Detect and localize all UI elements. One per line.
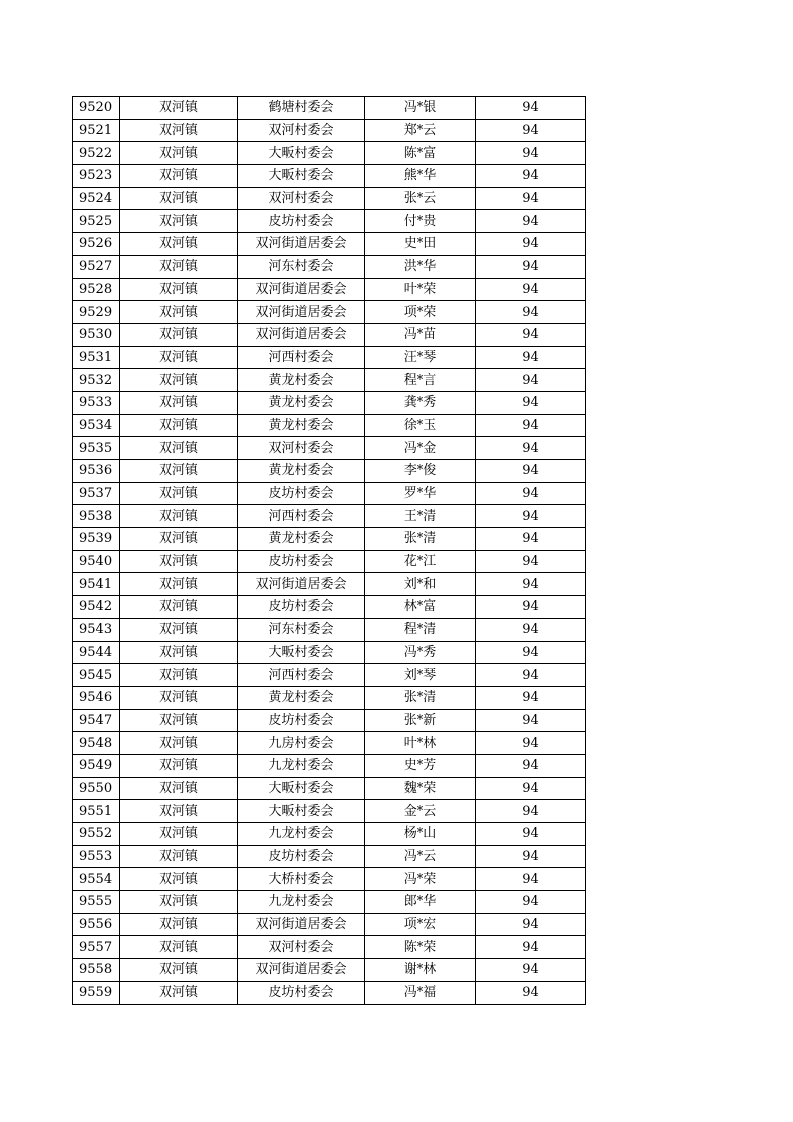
town-cell: 双河镇 (120, 550, 238, 573)
committee-cell: 黄龙村委会 (238, 391, 365, 414)
committee-cell: 皮坊村委会 (238, 210, 365, 233)
committee-cell: 双河街道居委会 (238, 913, 365, 936)
score-cell: 94 (476, 664, 586, 687)
committee-cell: 皮坊村委会 (238, 981, 365, 1004)
table-row (73, 596, 586, 619)
name-cell: 花*江 (365, 550, 476, 573)
row-number-cell: 9552 (73, 823, 120, 846)
score-cell: 94 (476, 346, 586, 369)
table-row (73, 641, 586, 664)
town-cell: 双河镇 (120, 913, 238, 936)
town-cell: 双河镇 (120, 142, 238, 165)
town-cell: 双河镇 (120, 891, 238, 914)
town-cell: 双河镇 (120, 255, 238, 278)
town-cell: 双河镇 (120, 165, 238, 188)
name-cell: 张*清 (365, 686, 476, 709)
table-row (73, 301, 586, 324)
town-cell: 双河镇 (120, 959, 238, 982)
town-cell: 双河镇 (120, 596, 238, 619)
table-row (73, 777, 586, 800)
name-cell: 冯*福 (365, 981, 476, 1004)
name-cell: 罗*华 (365, 482, 476, 505)
town-cell: 双河镇 (120, 664, 238, 687)
table-row (73, 913, 586, 936)
score-cell: 94 (476, 97, 586, 120)
score-cell: 94 (476, 278, 586, 301)
row-number-cell: 9549 (73, 754, 120, 777)
row-number-cell: 9529 (73, 301, 120, 324)
score-cell: 94 (476, 187, 586, 210)
committee-cell: 河西村委会 (238, 664, 365, 687)
score-cell: 94 (476, 301, 586, 324)
row-number-cell: 9545 (73, 664, 120, 687)
name-cell: 郎*华 (365, 891, 476, 914)
table-row (73, 754, 586, 777)
score-cell: 94 (476, 573, 586, 596)
name-cell: 冯*秀 (365, 641, 476, 664)
table-row (73, 142, 586, 165)
table-row (73, 732, 586, 755)
row-number-cell: 9537 (73, 482, 120, 505)
committee-cell: 双河街道居委会 (238, 301, 365, 324)
name-cell: 冯*银 (365, 97, 476, 120)
table-row (73, 823, 586, 846)
table-row (73, 414, 586, 437)
town-cell: 双河镇 (120, 346, 238, 369)
score-cell: 94 (476, 891, 586, 914)
committee-cell: 大畈村委会 (238, 800, 365, 823)
town-cell: 双河镇 (120, 323, 238, 346)
score-cell: 94 (476, 777, 586, 800)
committee-cell: 大畈村委会 (238, 165, 365, 188)
town-cell: 双河镇 (120, 482, 238, 505)
town-cell: 双河镇 (120, 573, 238, 596)
table-row (73, 119, 586, 142)
name-cell: 杨*山 (365, 823, 476, 846)
table-row (73, 891, 586, 914)
row-number-cell: 9528 (73, 278, 120, 301)
row-number-cell: 9543 (73, 618, 120, 641)
row-number-cell: 9539 (73, 528, 120, 551)
score-cell: 94 (476, 391, 586, 414)
row-number-cell: 9527 (73, 255, 120, 278)
row-number-cell: 9536 (73, 460, 120, 483)
score-cell: 94 (476, 255, 586, 278)
score-cell: 94 (476, 369, 586, 392)
row-number-cell: 9548 (73, 732, 120, 755)
name-cell: 陈*富 (365, 142, 476, 165)
committee-cell: 河东村委会 (238, 255, 365, 278)
name-cell: 汪*琴 (365, 346, 476, 369)
score-cell: 94 (476, 823, 586, 846)
table-row (73, 618, 586, 641)
score-cell: 94 (476, 845, 586, 868)
committee-cell: 九龙村委会 (238, 754, 365, 777)
score-cell: 94 (476, 709, 586, 732)
row-number-cell: 9534 (73, 414, 120, 437)
name-cell: 魏*荣 (365, 777, 476, 800)
table-row (73, 505, 586, 528)
score-cell: 94 (476, 323, 586, 346)
name-cell: 冯*金 (365, 437, 476, 460)
town-cell: 双河镇 (120, 210, 238, 233)
committee-cell: 双河街道居委会 (238, 233, 365, 256)
committee-cell: 黄龙村委会 (238, 369, 365, 392)
committee-cell: 双河村委会 (238, 187, 365, 210)
table-row (73, 346, 586, 369)
committee-cell: 双河街道居委会 (238, 278, 365, 301)
score-cell: 94 (476, 981, 586, 1004)
row-number-cell: 9544 (73, 641, 120, 664)
town-cell: 双河镇 (120, 119, 238, 142)
committee-cell: 大畈村委会 (238, 777, 365, 800)
town-cell: 双河镇 (120, 641, 238, 664)
name-cell: 冯*荣 (365, 868, 476, 891)
row-number-cell: 9525 (73, 210, 120, 233)
committee-cell: 九房村委会 (238, 732, 365, 755)
table-row (73, 709, 586, 732)
committee-cell: 黄龙村委会 (238, 528, 365, 551)
row-number-cell: 9547 (73, 709, 120, 732)
table-row (73, 482, 586, 505)
row-number-cell: 9531 (73, 346, 120, 369)
committee-cell: 河西村委会 (238, 346, 365, 369)
row-number-cell: 9521 (73, 119, 120, 142)
score-cell: 94 (476, 868, 586, 891)
committee-cell: 皮坊村委会 (238, 550, 365, 573)
town-cell: 双河镇 (120, 233, 238, 256)
committee-cell: 河西村委会 (238, 505, 365, 528)
table-row (73, 550, 586, 573)
row-number-cell: 9538 (73, 505, 120, 528)
committee-cell: 双河村委会 (238, 437, 365, 460)
name-cell: 项*荣 (365, 301, 476, 324)
name-cell: 徐*玉 (365, 414, 476, 437)
committee-cell: 黄龙村委会 (238, 686, 365, 709)
row-number-cell: 9535 (73, 437, 120, 460)
row-number-cell: 9555 (73, 891, 120, 914)
table-row (73, 391, 586, 414)
score-cell: 94 (476, 800, 586, 823)
row-number-cell: 9524 (73, 187, 120, 210)
committee-cell: 皮坊村委会 (238, 596, 365, 619)
name-cell: 史*芳 (365, 754, 476, 777)
committee-cell: 黄龙村委会 (238, 460, 365, 483)
score-cell: 94 (476, 233, 586, 256)
name-cell: 张*清 (365, 528, 476, 551)
row-number-cell: 9556 (73, 913, 120, 936)
name-cell: 冯*云 (365, 845, 476, 868)
score-cell: 94 (476, 959, 586, 982)
committee-cell: 双河村委会 (238, 119, 365, 142)
row-number-cell: 9551 (73, 800, 120, 823)
town-cell: 双河镇 (120, 505, 238, 528)
row-number-cell: 9550 (73, 777, 120, 800)
committee-cell: 河东村委会 (238, 618, 365, 641)
table-row (73, 868, 586, 891)
table-row (73, 573, 586, 596)
score-cell: 94 (476, 119, 586, 142)
name-cell: 陈*荣 (365, 936, 476, 959)
row-number-cell: 9522 (73, 142, 120, 165)
row-number-cell: 9530 (73, 323, 120, 346)
committee-cell: 九龙村委会 (238, 823, 365, 846)
committee-cell: 大畈村委会 (238, 142, 365, 165)
table-row (73, 187, 586, 210)
town-cell: 双河镇 (120, 369, 238, 392)
town-cell: 双河镇 (120, 278, 238, 301)
town-cell: 双河镇 (120, 800, 238, 823)
score-cell: 94 (476, 528, 586, 551)
table-row (73, 165, 586, 188)
committee-cell: 九龙村委会 (238, 891, 365, 914)
committee-cell: 大畈村委会 (238, 641, 365, 664)
score-cell: 94 (476, 437, 586, 460)
committee-cell: 鹤塘村委会 (238, 97, 365, 120)
score-cell: 94 (476, 460, 586, 483)
row-number-cell: 9559 (73, 981, 120, 1004)
name-cell: 金*云 (365, 800, 476, 823)
town-cell: 双河镇 (120, 97, 238, 120)
table-row (73, 936, 586, 959)
town-cell: 双河镇 (120, 686, 238, 709)
row-number-cell: 9532 (73, 369, 120, 392)
committee-cell: 黄龙村委会 (238, 414, 365, 437)
table-row (73, 845, 586, 868)
score-cell: 94 (476, 913, 586, 936)
name-cell: 林*富 (365, 596, 476, 619)
town-cell: 双河镇 (120, 823, 238, 846)
name-cell: 叶*荣 (365, 278, 476, 301)
row-number-cell: 9541 (73, 573, 120, 596)
name-cell: 龚*秀 (365, 391, 476, 414)
town-cell: 双河镇 (120, 460, 238, 483)
score-cell: 94 (476, 210, 586, 233)
score-cell: 94 (476, 165, 586, 188)
table-row (73, 800, 586, 823)
score-cell: 94 (476, 936, 586, 959)
name-cell: 李*俊 (365, 460, 476, 483)
committee-cell: 皮坊村委会 (238, 845, 365, 868)
name-cell: 王*清 (365, 505, 476, 528)
data-table (72, 96, 586, 1005)
committee-cell: 皮坊村委会 (238, 482, 365, 505)
name-cell: 熊*华 (365, 165, 476, 188)
score-cell: 94 (476, 596, 586, 619)
town-cell: 双河镇 (120, 528, 238, 551)
name-cell: 洪*华 (365, 255, 476, 278)
table-row (73, 959, 586, 982)
row-number-cell: 9546 (73, 686, 120, 709)
committee-cell: 双河街道居委会 (238, 573, 365, 596)
score-cell: 94 (476, 142, 586, 165)
table-row (73, 210, 586, 233)
town-cell: 双河镇 (120, 981, 238, 1004)
name-cell: 程*言 (365, 369, 476, 392)
town-cell: 双河镇 (120, 845, 238, 868)
row-number-cell: 9523 (73, 165, 120, 188)
score-cell: 94 (476, 754, 586, 777)
name-cell: 史*田 (365, 233, 476, 256)
score-cell: 94 (476, 482, 586, 505)
table-row (73, 528, 586, 551)
row-number-cell: 9520 (73, 97, 120, 120)
table-row (73, 97, 586, 120)
table-row (73, 233, 586, 256)
committee-cell: 大桥村委会 (238, 868, 365, 891)
town-cell: 双河镇 (120, 618, 238, 641)
row-number-cell: 9553 (73, 845, 120, 868)
row-number-cell: 9540 (73, 550, 120, 573)
row-number-cell: 9542 (73, 596, 120, 619)
table-row (73, 664, 586, 687)
name-cell: 刘*琴 (365, 664, 476, 687)
table-row (73, 323, 586, 346)
row-number-cell: 9526 (73, 233, 120, 256)
row-number-cell: 9557 (73, 936, 120, 959)
town-cell: 双河镇 (120, 391, 238, 414)
name-cell: 项*宏 (365, 913, 476, 936)
committee-cell: 双河街道居委会 (238, 323, 365, 346)
town-cell: 双河镇 (120, 187, 238, 210)
score-cell: 94 (476, 550, 586, 573)
score-cell: 94 (476, 618, 586, 641)
row-number-cell: 9554 (73, 868, 120, 891)
town-cell: 双河镇 (120, 437, 238, 460)
town-cell: 双河镇 (120, 777, 238, 800)
score-cell: 94 (476, 414, 586, 437)
score-cell: 94 (476, 641, 586, 664)
table-body (73, 97, 586, 1005)
table-row (73, 460, 586, 483)
name-cell: 张*云 (365, 187, 476, 210)
committee-cell: 双河村委会 (238, 936, 365, 959)
name-cell: 叶*林 (365, 732, 476, 755)
row-number-cell: 9533 (73, 391, 120, 414)
name-cell: 冯*苗 (365, 323, 476, 346)
town-cell: 双河镇 (120, 936, 238, 959)
table-row (73, 981, 586, 1004)
committee-cell: 皮坊村委会 (238, 709, 365, 732)
table-row (73, 255, 586, 278)
name-cell: 刘*和 (365, 573, 476, 596)
committee-cell: 双河街道居委会 (238, 959, 365, 982)
score-cell: 94 (476, 505, 586, 528)
table-row (73, 437, 586, 460)
town-cell: 双河镇 (120, 868, 238, 891)
town-cell: 双河镇 (120, 709, 238, 732)
score-cell: 94 (476, 732, 586, 755)
name-cell: 谢*林 (365, 959, 476, 982)
table-row (73, 369, 586, 392)
town-cell: 双河镇 (120, 732, 238, 755)
score-cell: 94 (476, 686, 586, 709)
name-cell: 郑*云 (365, 119, 476, 142)
name-cell: 付*贵 (365, 210, 476, 233)
town-cell: 双河镇 (120, 301, 238, 324)
town-cell: 双河镇 (120, 414, 238, 437)
table-row (73, 686, 586, 709)
row-number-cell: 9558 (73, 959, 120, 982)
town-cell: 双河镇 (120, 754, 238, 777)
name-cell: 程*清 (365, 618, 476, 641)
name-cell: 张*新 (365, 709, 476, 732)
table-row (73, 278, 586, 301)
